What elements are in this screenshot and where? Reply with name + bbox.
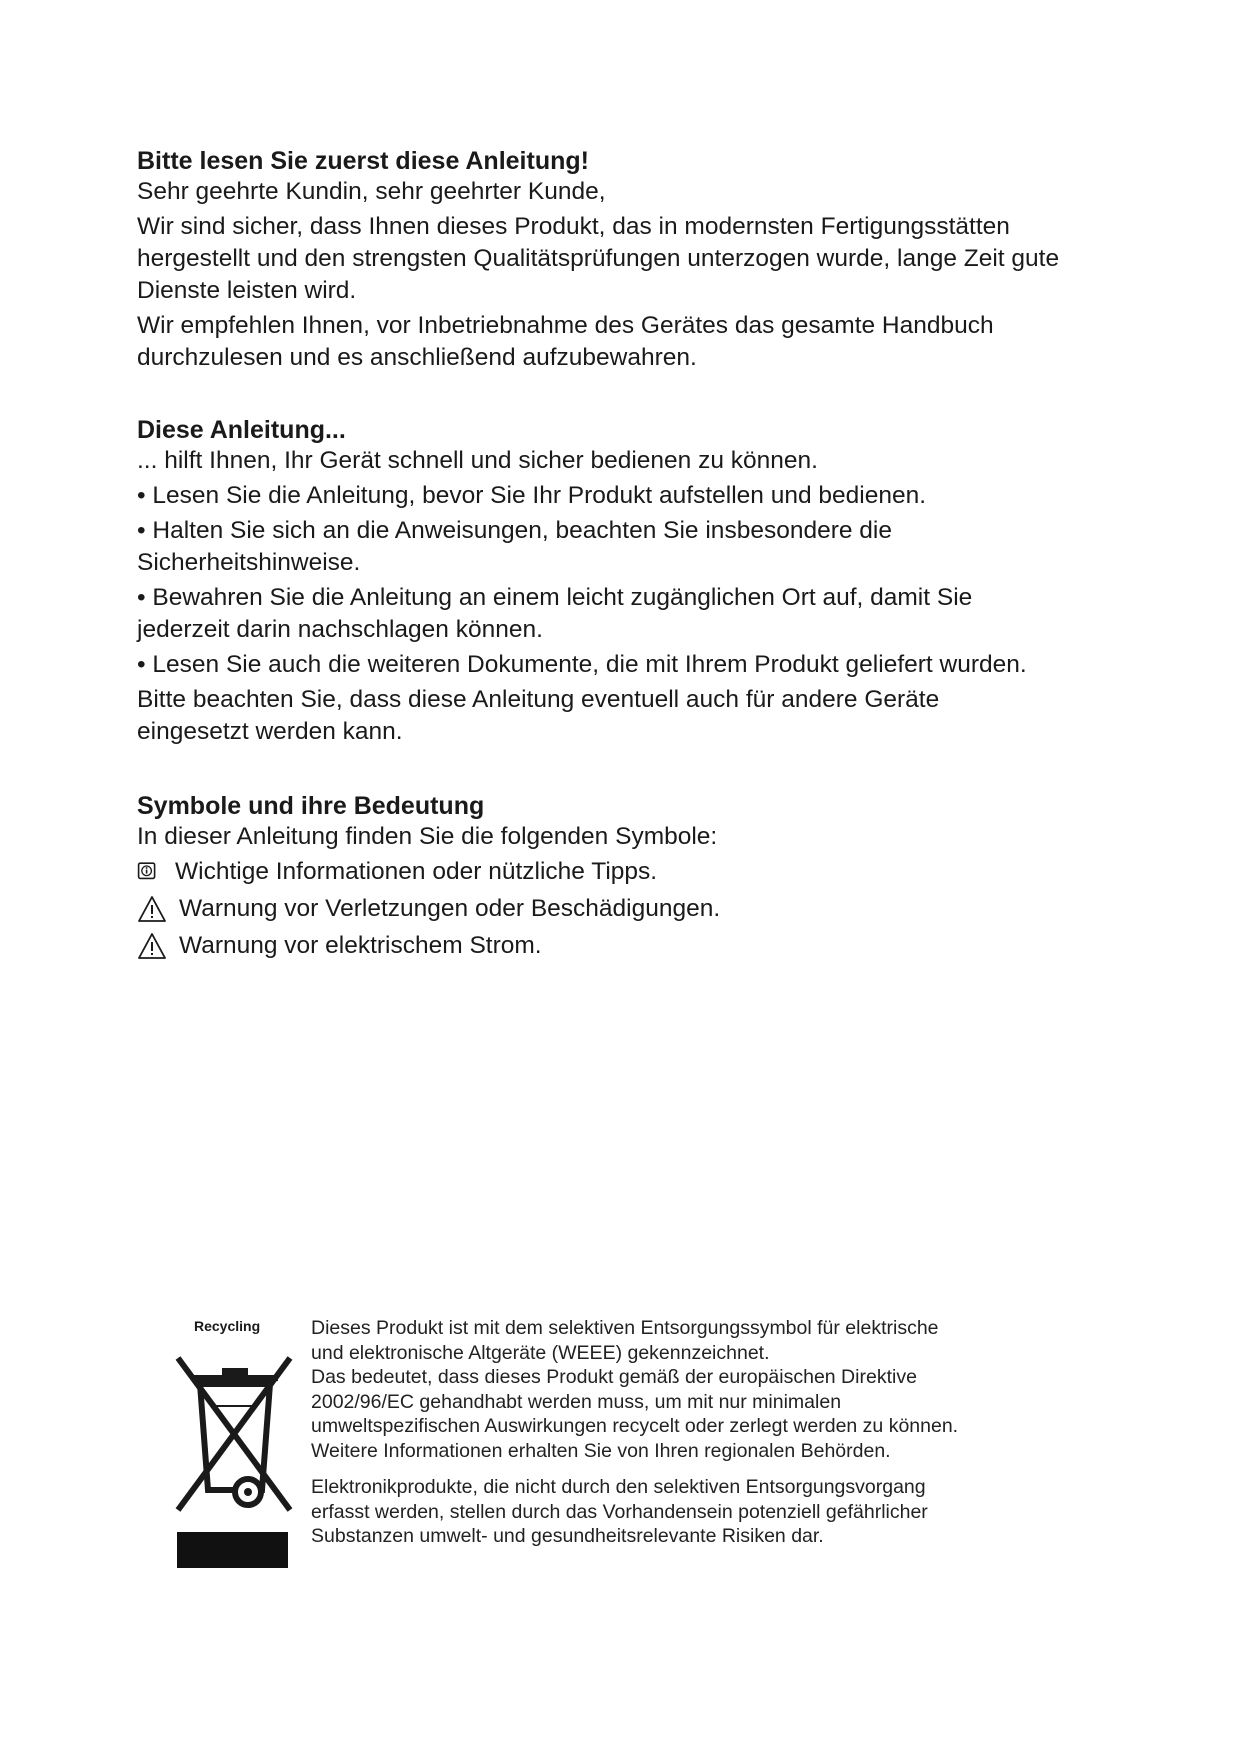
info-icon [137, 860, 161, 884]
recycling-logo [170, 1318, 300, 1570]
recycling-black-bar [177, 1532, 288, 1568]
recycling-text [311, 1316, 1071, 1549]
closing-paragraph: Bitte beachten Sie, dass diese Anleitung eventuell auch für andere Geräte eingesetzt werden kann. [137, 686, 940, 745]
recycling-line: und elektronische Altgeräte (WEEE) gekennzeichnet. [311, 1341, 770, 1364]
crossed-out-wheelie-bin-icon [170, 1350, 300, 1520]
section-heading: Symbole und ihre Bedeutung [137, 792, 485, 820]
symbol-description: Wichtige Informationen oder nützliche Tipps. [175, 857, 658, 885]
symbol-description: Warnung vor elektrischem Strom. [179, 931, 542, 959]
symbol-row-warning [137, 890, 1137, 927]
section-symbols [137, 791, 1137, 964]
recommendation-paragraph: Wir empfehlen Ihnen, vor Inbetriebnahme des Gerätes das gesamte Handbuch durchzulesen und es anschließend aufzubewahren. [137, 312, 994, 371]
recycling-line: Weitere Informationen erhalten Sie von Ihren regionalen Behörden. [311, 1439, 891, 1462]
recycling-line: umweltspezifischen Auswirkungen recycelt oder zerlegt werden zu können. [311, 1415, 959, 1437]
bullet-item: • Lesen Sie auch die weiteren Dokumente, die mit Ihrem Produkt geliefert wurden. [137, 651, 1027, 678]
recycling-line: Elektronikprodukte, die nicht durch den selektiven Entsorgungsvorgang [311, 1476, 926, 1498]
section-read-first [137, 146, 1137, 374]
recycling-label: Recycling [194, 1318, 261, 1334]
salutation: Sehr geehrte Kundin, sehr geehrter Kunde, [137, 178, 606, 205]
symbol-row-info [137, 853, 1137, 890]
recycling-line: Substanzen umwelt- und gesundheitsrelevante Risiken dar. [311, 1525, 824, 1547]
warning-triangle-icon [137, 932, 167, 960]
recycling-line: erfasst werden, stellen durch das Vorhandensein potenziell gefährlicher [311, 1500, 928, 1523]
manual-intro: ... hilft Ihnen, Ihr Gerät schnell und sicher bedienen zu können. [137, 447, 818, 474]
intro-paragraph: Wir sind sicher, dass Ihnen dieses Produkt, das in modernsten Fertigungsstätten hergestellt und den strengsten Qualitätsprüfungen unterzogen wurde, lange Zeit gute Dienste leisten wird. [137, 213, 1060, 304]
bullet-item: • Bewahren Sie die Anleitung an einem leicht zugänglichen Ort auf, damit Sie jederzeit darin nachschlagen können. [137, 584, 973, 643]
recycling-line: Das bedeutet, dass dieses Produkt gemäß der europäischen Direktive [311, 1366, 917, 1388]
recycling-line: 2002/96/EC gehandhabt werden muss, um mit nur minimalen [311, 1390, 842, 1413]
symbols-intro: In dieser Anleitung finden Sie die folgenden Symbole: [137, 823, 718, 850]
symbol-row-electric [137, 927, 1137, 964]
warning-triangle-icon [137, 895, 167, 923]
recycling-line: Dieses Produkt ist mit dem selektiven Entsorgungssymbol für elektrische [311, 1317, 939, 1339]
section-heading: Diese Anleitung... [137, 416, 346, 444]
bullet-item: • Halten Sie sich an die Anweisungen, beachten Sie insbesondere die Sicherheitshinweise. [137, 517, 892, 576]
section-this-manual [137, 415, 1137, 748]
section-heading: Bitte lesen Sie zuerst diese Anleitung! [137, 147, 589, 175]
bullet-item: • Lesen Sie die Anleitung, bevor Sie Ihr Produkt aufstellen und bedienen. [137, 482, 927, 509]
symbol-description: Warnung vor Verletzungen oder Beschädigungen. [179, 894, 721, 922]
